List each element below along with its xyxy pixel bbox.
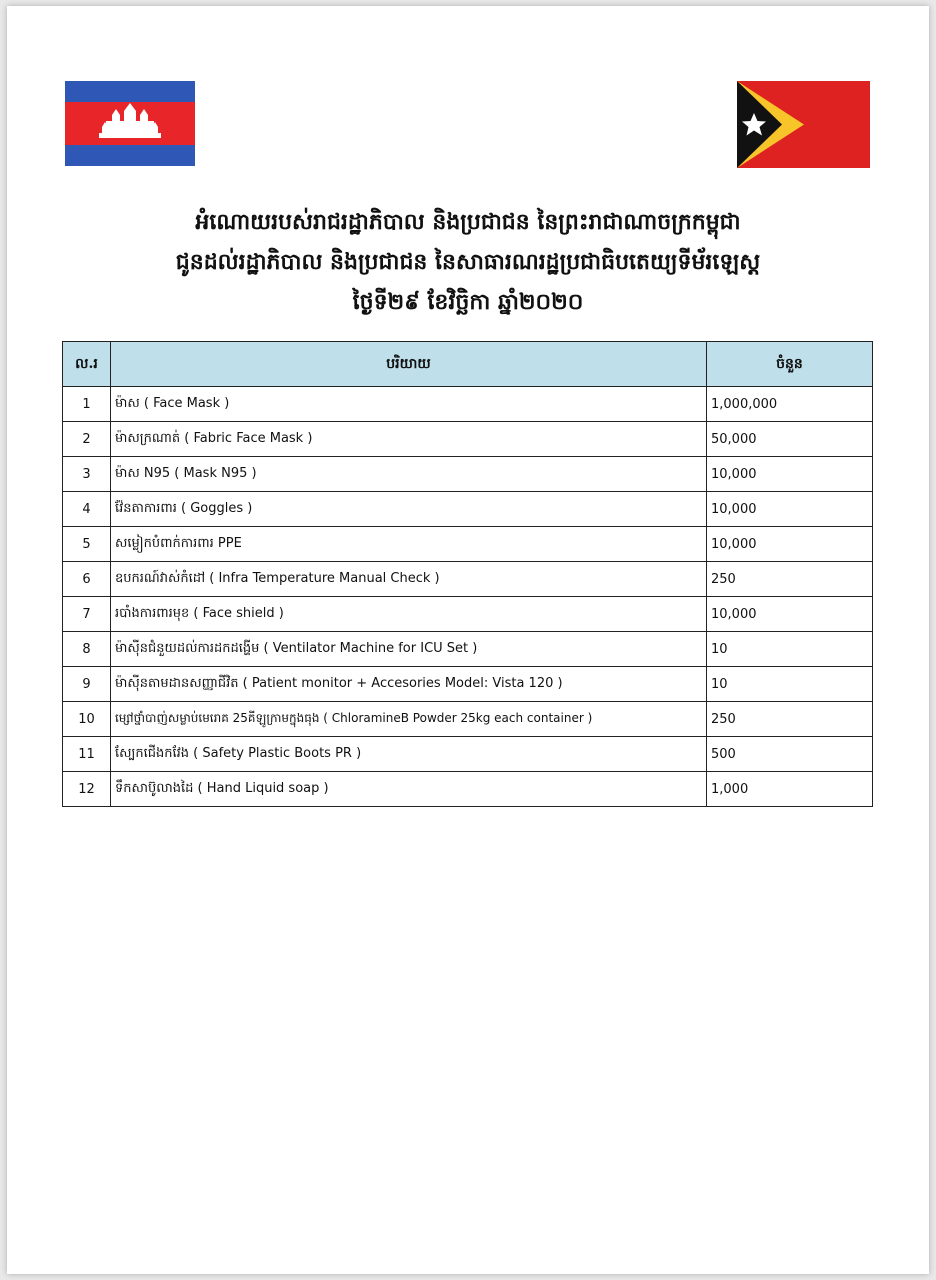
row-quantity: 250 <box>707 562 873 597</box>
title-line-3: ថ្ងៃទី២៩ ខែវិច្ឆិកា ឆ្នាំ២០២០ <box>352 289 584 315</box>
table-row <box>63 772 873 807</box>
document-title <box>47 202 889 322</box>
row-number: 9 <box>63 667 111 702</box>
table-row <box>63 702 873 737</box>
row-description: សម្លៀកបំពាក់ការពារ PPE <box>111 527 707 562</box>
row-quantity: 500 <box>707 737 873 772</box>
row-quantity: 10 <box>707 632 873 667</box>
row-description: ស្បែកជើងកវែង ( Safety Plastic Boots PR ) <box>111 737 707 772</box>
table-header-row <box>63 342 873 387</box>
donation-items-table <box>62 341 873 807</box>
row-number: 2 <box>63 422 111 457</box>
table-row <box>63 422 873 457</box>
row-description: វ៉ែនតាការពារ ( Goggles ) <box>111 492 707 527</box>
row-description: ម្សៅថ្នាំបាញ់សម្លាប់មេរោគ 25គីឡូក្រាមក្នុងធុង ( ChloramineB Powder 25kg each container ) <box>111 702 707 737</box>
row-number: 11 <box>63 737 111 772</box>
title-line-1: អំណោយរបស់រាជរដ្ឋាភិបាល និងប្រជាជន នៃព្រះរាជាណាចក្រកម្ពុជា <box>195 209 741 235</box>
header-no: ល.រ <box>63 342 111 387</box>
document-page <box>7 6 929 1274</box>
row-number: 3 <box>63 457 111 492</box>
table-row <box>63 737 873 772</box>
title-line-2: ជូនដល់រដ្ឋាភិបាល និងប្រជាជន នៃសាធារណរដ្ឋប្រជាធិបតេយ្យទីម័រឡេស្ត <box>175 249 761 275</box>
row-quantity: 250 <box>707 702 873 737</box>
table-row <box>63 492 873 527</box>
table-row <box>63 597 873 632</box>
row-number: 7 <box>63 597 111 632</box>
row-number: 8 <box>63 632 111 667</box>
row-number: 4 <box>63 492 111 527</box>
table-row <box>63 457 873 492</box>
table-row <box>63 632 873 667</box>
table-row <box>63 562 873 597</box>
header-description: បរិយាយ <box>111 342 707 387</box>
row-description: របាំងការពារមុខ ( Face shield ) <box>111 597 707 632</box>
row-quantity: 1,000,000 <box>707 387 873 422</box>
row-number: 10 <box>63 702 111 737</box>
row-number: 6 <box>63 562 111 597</box>
row-number: 12 <box>63 772 111 807</box>
table-row <box>63 527 873 562</box>
row-description: ម៉ាស N95 ( Mask N95 ) <box>111 457 707 492</box>
row-description: ម៉ាស៊ីនតាមដានសញ្ញាជីវិត ( Patient monitor + Accesories Model: Vista 120 ) <box>111 667 707 702</box>
table-row <box>63 667 873 702</box>
row-quantity: 10,000 <box>707 597 873 632</box>
table-body <box>63 387 873 807</box>
row-description: ឧបករណ៍វាស់កំដៅ ( Infra Temperature Manual Check ) <box>111 562 707 597</box>
row-quantity: 1,000 <box>707 772 873 807</box>
row-quantity: 10,000 <box>707 527 873 562</box>
timor-leste-flag <box>737 81 870 168</box>
row-description: ម៉ាស ( Face Mask ) <box>111 387 707 422</box>
header-quantity: ចំនួន <box>707 342 873 387</box>
row-description: ម៉ាសក្រណាត់ ( Fabric Face Mask ) <box>111 422 707 457</box>
row-quantity: 10,000 <box>707 457 873 492</box>
row-quantity: 50,000 <box>707 422 873 457</box>
row-number: 5 <box>63 527 111 562</box>
row-description: ម៉ាស៊ីនជំនួយដល់ការដកដង្ហើម ( Ventilator Machine for ICU Set ) <box>111 632 707 667</box>
row-description: ទឹកសាប៊ូលាងដៃ ( Hand Liquid soap ) <box>111 772 707 807</box>
row-number: 1 <box>63 387 111 422</box>
row-quantity: 10,000 <box>707 492 873 527</box>
row-quantity: 10 <box>707 667 873 702</box>
table-row <box>63 387 873 422</box>
cambodia-flag <box>65 81 195 166</box>
